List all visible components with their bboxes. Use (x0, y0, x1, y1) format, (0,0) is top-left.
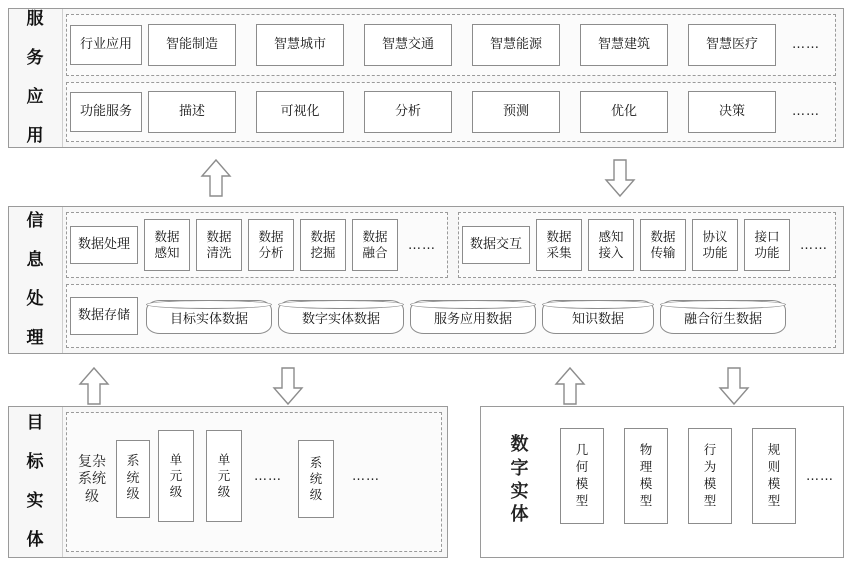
label-char: 处 (26, 288, 45, 309)
label-char: 息 (26, 249, 45, 270)
cell-text: 数据清洗 (206, 229, 232, 260)
industry-item-smart-manufacturing[interactable]: 智能制造 (148, 24, 236, 66)
cell-text: 感知接入 (598, 229, 624, 260)
layer-target-entity-label (9, 407, 63, 557)
data-interaction-ellipsis: …… (800, 237, 828, 253)
cell-text: 行为模型 (703, 442, 717, 508)
label-char: 体 (26, 529, 45, 550)
digital-entity-trailing-ellipsis: …… (806, 468, 834, 484)
arrow-up-service-left (200, 158, 232, 198)
industry-item-smart-energy[interactable]: 智慧能源 (472, 24, 560, 66)
arrow-down-digital-entity (718, 366, 750, 406)
complex-system-item-unit-level-1[interactable] (158, 430, 194, 522)
function-service-label: 功能服务 (70, 92, 142, 132)
label-char: 标 (26, 451, 45, 472)
digital-entity-title (492, 430, 548, 530)
digital-entity-title-text: 数字实体 (510, 434, 530, 526)
complex-system-inner-ellipsis: …… (254, 468, 282, 484)
complex-system-item-unit-level-2[interactable] (206, 430, 242, 522)
label-char: 实 (26, 490, 45, 511)
function-item-analyze[interactable]: 分析 (364, 91, 452, 133)
function-ellipsis: …… (792, 103, 820, 119)
complex-system-syslevel-text: 系统级 (126, 453, 140, 503)
cell-text: 接口功能 (754, 229, 780, 260)
label-char: 目 (26, 412, 45, 433)
digital-entity-item-physics-model[interactable] (624, 428, 668, 524)
cell-text: 数据分析 (258, 229, 284, 260)
complex-system-title-text: 复杂系统级 (78, 453, 106, 505)
industry-item-smart-healthcare[interactable]: 智慧医疗 (688, 24, 776, 66)
cell-text: 协议功能 (702, 229, 728, 260)
function-item-visualize[interactable]: 可视化 (256, 91, 344, 133)
label-char: 应 (26, 86, 45, 107)
storage-target-entity-data[interactable]: 目标实体数据 (146, 300, 272, 334)
complex-system-item-system-level-2[interactable] (298, 440, 334, 518)
data-storage-label: 数据存储 (70, 297, 138, 335)
layer-service-application-label (9, 9, 63, 147)
function-item-optimize[interactable]: 优化 (580, 91, 668, 133)
data-interaction-item-sensing-access[interactable] (588, 219, 634, 271)
storage-digital-entity-data[interactable]: 数字实体数据 (278, 300, 404, 334)
layer-information-processing-label (9, 207, 63, 353)
data-interaction-item-protocol[interactable] (692, 219, 738, 271)
data-interaction-item-collection[interactable] (536, 219, 582, 271)
industry-application-label: 行业应用 (70, 25, 142, 65)
data-processing-label: 数据处理 (70, 226, 138, 264)
function-item-predict[interactable]: 预测 (472, 91, 560, 133)
digital-entity-item-rule-model[interactable] (752, 428, 796, 524)
cell-text: 数据采集 (546, 229, 572, 260)
arrow-up-entity-left (78, 366, 110, 406)
label-char: 信 (26, 210, 45, 231)
industry-item-smart-transport[interactable]: 智慧交通 (364, 24, 452, 66)
digital-entity-item-geometry-model[interactable] (560, 428, 604, 524)
cell-text: 几何模型 (575, 442, 589, 508)
label-char: 理 (26, 327, 45, 348)
data-processing-item-mining[interactable] (300, 219, 346, 271)
industry-item-smart-city[interactable]: 智慧城市 (256, 24, 344, 66)
storage-knowledge-data[interactable]: 知识数据 (542, 300, 654, 334)
label-char: 服 (26, 8, 45, 29)
data-processing-item-analysis[interactable] (248, 219, 294, 271)
storage-fusion-derived-data[interactable]: 融合衍生数据 (660, 300, 786, 334)
data-processing-item-perception[interactable] (144, 219, 190, 271)
cell-text: 系统级 (309, 454, 323, 503)
label-char: 务 (26, 47, 45, 68)
label-char: 用 (26, 125, 45, 146)
cell-text: 物理模型 (639, 442, 653, 508)
complex-system-trailing-ellipsis: …… (352, 468, 380, 484)
cell-text: 数据传输 (650, 229, 676, 260)
arrow-up-digital-entity (554, 366, 586, 406)
data-interaction-item-interface[interactable] (744, 219, 790, 271)
digital-entity-item-behavior-model[interactable] (688, 428, 732, 524)
data-processing-item-cleaning[interactable] (196, 219, 242, 271)
storage-service-application-data[interactable]: 服务应用数据 (410, 300, 536, 334)
data-interaction-item-transmission[interactable] (640, 219, 686, 271)
industry-item-smart-building[interactable]: 智慧建筑 (580, 24, 668, 66)
data-processing-ellipsis: …… (408, 237, 436, 253)
function-item-describe[interactable]: 描述 (148, 91, 236, 133)
complex-system-title (70, 430, 114, 530)
cell-text: 规则模型 (767, 442, 781, 508)
data-interaction-label: 数据交互 (462, 226, 530, 264)
data-processing-item-fusion[interactable] (352, 219, 398, 271)
cell-text: 数据感知 (154, 229, 180, 260)
function-item-decide[interactable]: 决策 (688, 91, 776, 133)
cell-text: 数据融合 (362, 229, 388, 260)
industry-ellipsis: …… (792, 36, 820, 52)
arrow-down-entity-left (272, 366, 304, 406)
arrow-down-service-right (604, 158, 636, 198)
cell-text: 单元级 (217, 451, 231, 500)
cell-text: 单元级 (169, 451, 183, 500)
cell-text: 数据挖掘 (310, 229, 336, 260)
